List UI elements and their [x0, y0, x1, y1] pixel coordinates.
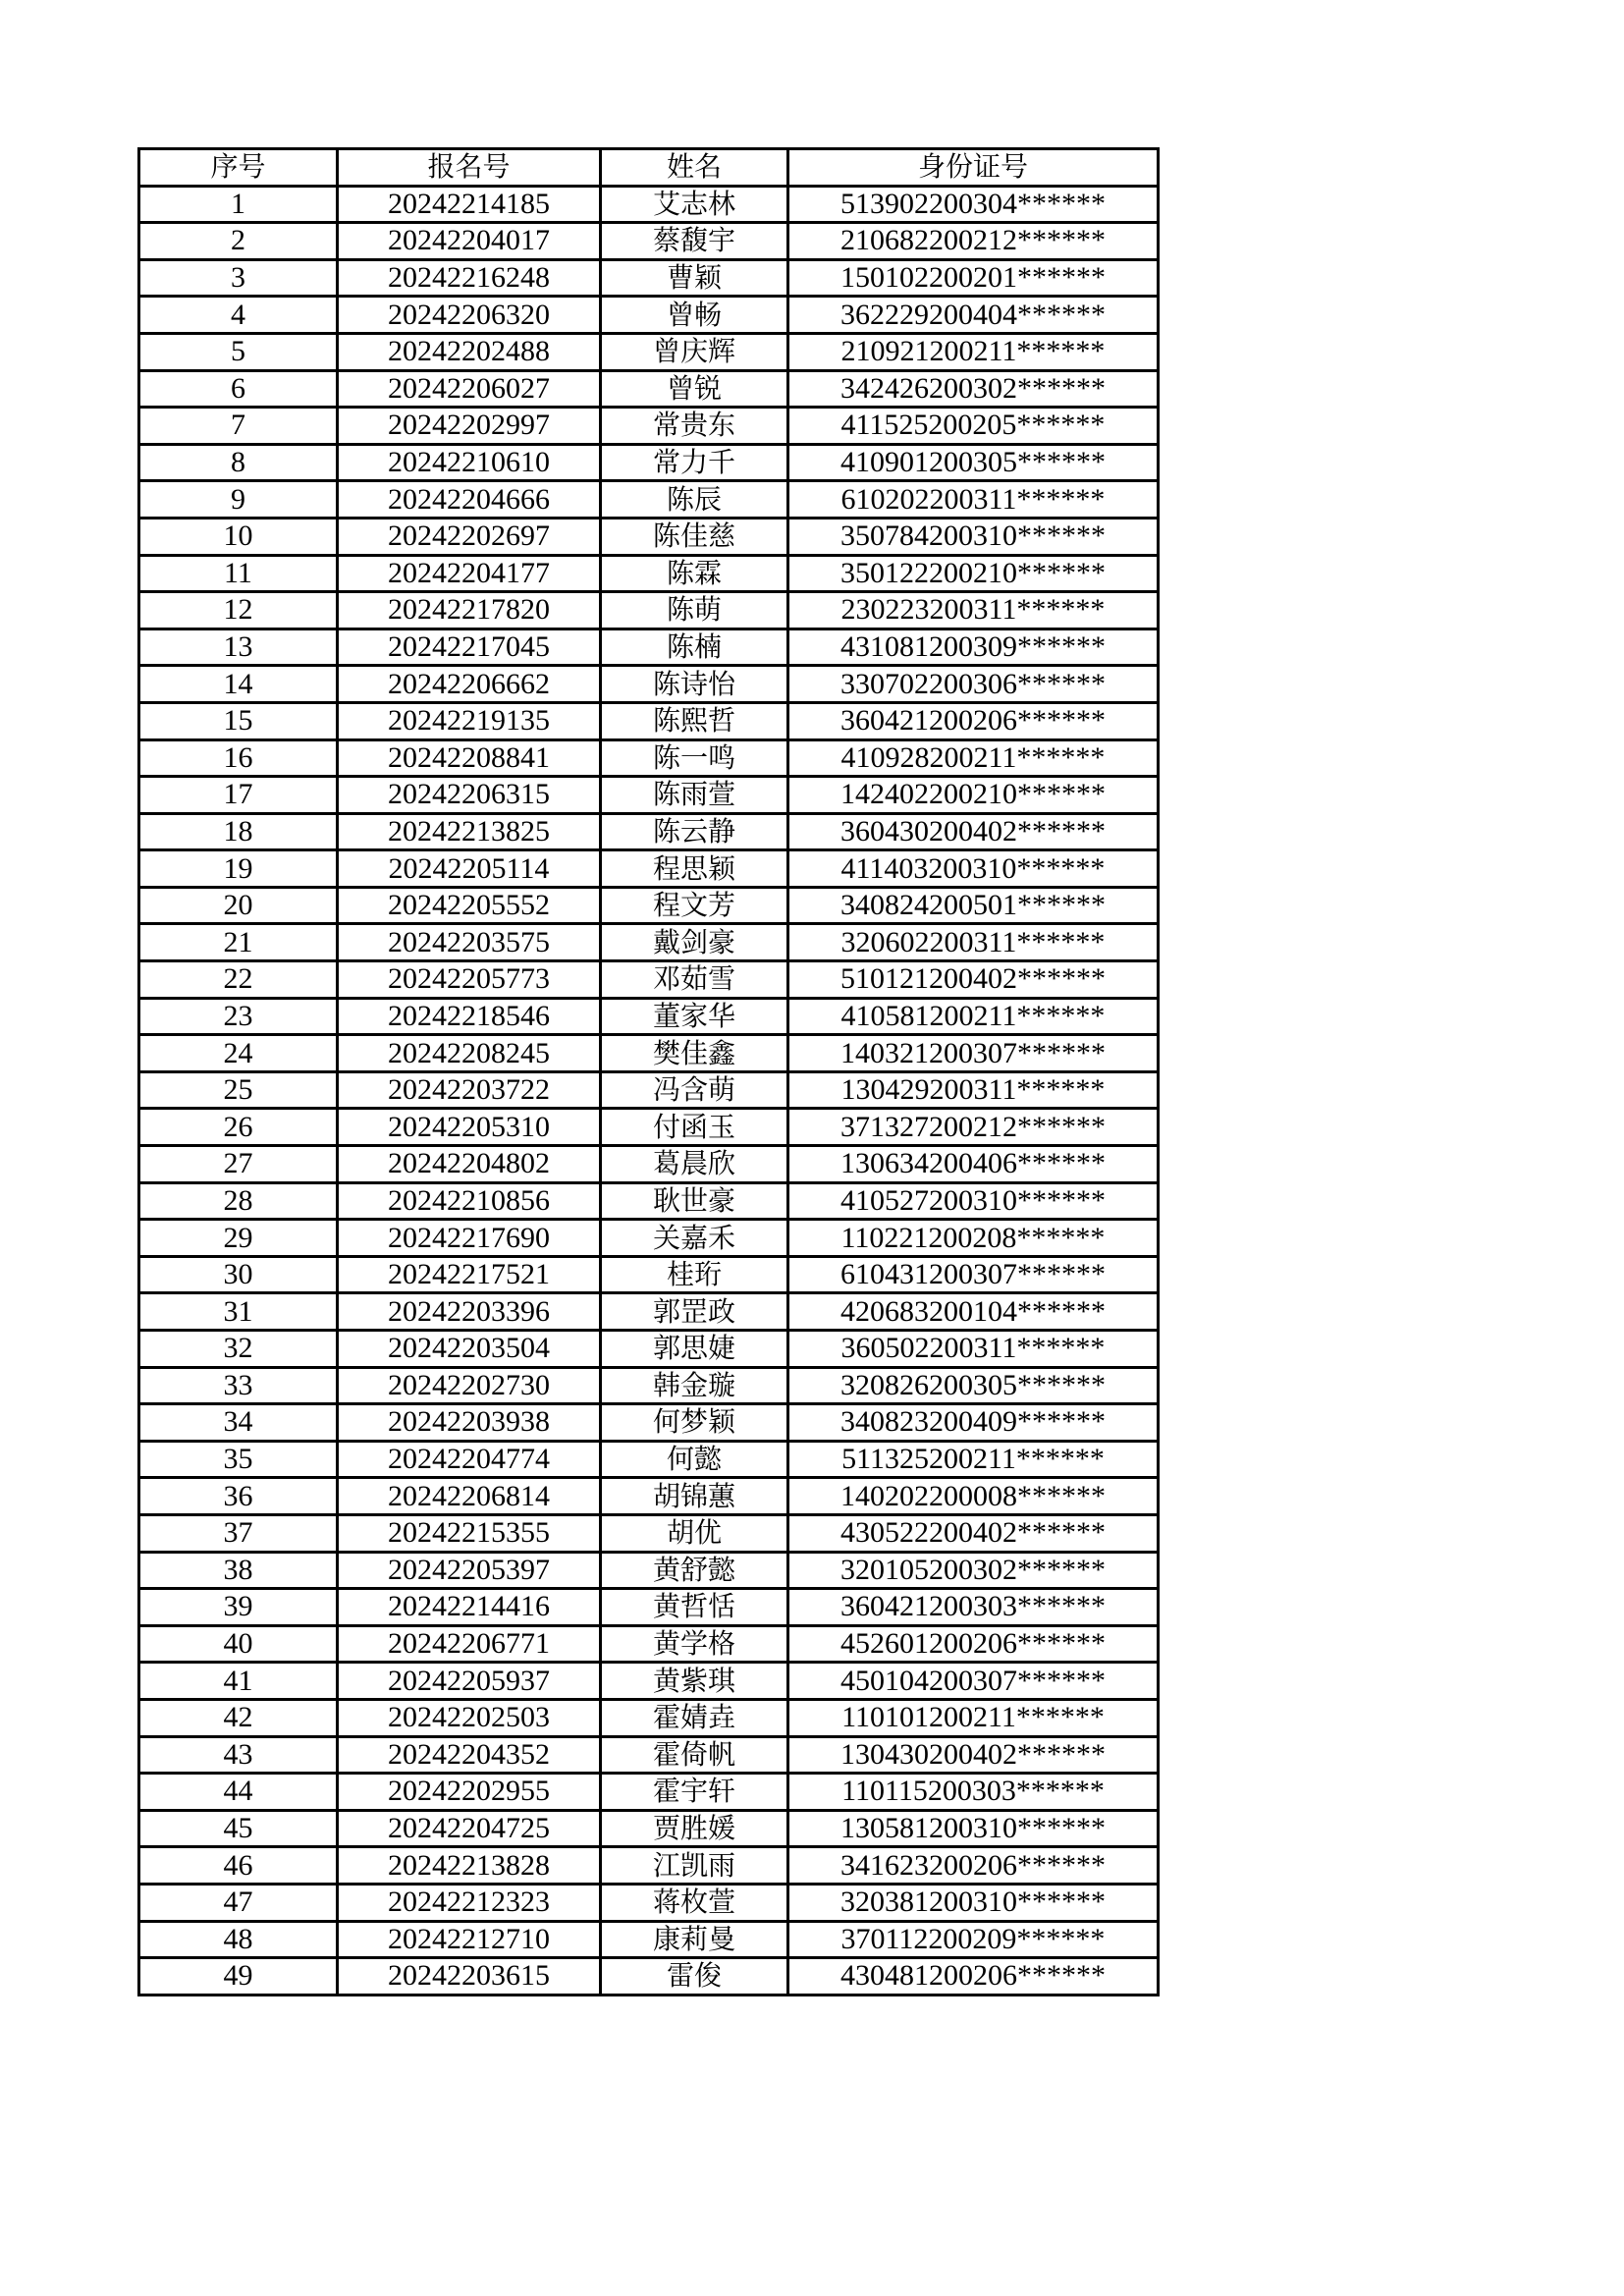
- cell-id-number: 371327200212******: [788, 1109, 1159, 1146]
- table-row: [139, 629, 1159, 666]
- cell-name: 曾畅: [601, 297, 788, 334]
- table-row: [139, 259, 1159, 297]
- cell-index: 31: [139, 1293, 338, 1331]
- cell-registration-no: 20242205773: [338, 961, 601, 999]
- cell-name: 陈熙哲: [601, 702, 788, 739]
- cell-id-number: 340824200501******: [788, 887, 1159, 924]
- cell-id-number: 420683200104******: [788, 1293, 1159, 1331]
- cell-index: 23: [139, 998, 338, 1035]
- cell-id-number: 140202200008******: [788, 1478, 1159, 1515]
- cell-name: 陈楠: [601, 629, 788, 666]
- cell-index: 15: [139, 702, 338, 739]
- cell-name: 陈云静: [601, 813, 788, 850]
- cell-registration-no: 20242202997: [338, 408, 601, 445]
- cell-id-number: 110115200303******: [788, 1774, 1159, 1811]
- table-row: [139, 1589, 1159, 1626]
- cell-registration-no: 20242212323: [338, 1884, 601, 1921]
- table-row: [139, 370, 1159, 408]
- cell-registration-no: 20242205397: [338, 1552, 601, 1589]
- cell-id-number: 360430200402******: [788, 813, 1159, 850]
- cell-registration-no: 20242216248: [338, 259, 601, 297]
- cell-registration-no: 20242203575: [338, 924, 601, 961]
- cell-id-number: 330702200306******: [788, 666, 1159, 703]
- cell-index: 46: [139, 1847, 338, 1885]
- table-row: [139, 850, 1159, 888]
- cell-id-number: 210682200212******: [788, 223, 1159, 260]
- cell-id-number: 362229200404******: [788, 297, 1159, 334]
- cell-id-number: 342426200302******: [788, 370, 1159, 408]
- cell-registration-no: 20242213828: [338, 1847, 601, 1885]
- cell-name: 霍婧垚: [601, 1699, 788, 1736]
- cell-name: 常贵东: [601, 408, 788, 445]
- header-id-number: 身份证号: [788, 149, 1159, 187]
- cell-registration-no: 20242205552: [338, 887, 601, 924]
- cell-index: 26: [139, 1109, 338, 1146]
- cell-name: 冯含萌: [601, 1071, 788, 1109]
- cell-index: 4: [139, 297, 338, 334]
- table-row: [139, 1146, 1159, 1183]
- cell-id-number: 610202200311******: [788, 481, 1159, 519]
- table-row: [139, 1071, 1159, 1109]
- cell-index: 40: [139, 1625, 338, 1663]
- cell-index: 10: [139, 518, 338, 555]
- cell-id-number: 110221200208******: [788, 1220, 1159, 1257]
- table-row: [139, 1884, 1159, 1921]
- cell-index: 41: [139, 1663, 338, 1700]
- cell-index: 47: [139, 1884, 338, 1921]
- cell-index: 29: [139, 1220, 338, 1257]
- cell-index: 36: [139, 1478, 338, 1515]
- cell-id-number: 130634200406******: [788, 1146, 1159, 1183]
- table-body: [139, 186, 1159, 1995]
- cell-index: 24: [139, 1035, 338, 1072]
- cell-registration-no: 20242202488: [338, 333, 601, 370]
- header-index: 序号: [139, 149, 338, 187]
- cell-id-number: 610431200307******: [788, 1256, 1159, 1293]
- table-row: [139, 1367, 1159, 1404]
- cell-index: 34: [139, 1404, 338, 1442]
- cell-registration-no: 20242203396: [338, 1293, 601, 1331]
- cell-name: 郭罡政: [601, 1293, 788, 1331]
- cell-index: 20: [139, 887, 338, 924]
- cell-id-number: 130430200402******: [788, 1736, 1159, 1774]
- cell-index: 18: [139, 813, 338, 850]
- cell-id-number: 142402200210******: [788, 777, 1159, 814]
- cell-registration-no: 20242204802: [338, 1146, 601, 1183]
- cell-registration-no: 20242206771: [338, 1625, 601, 1663]
- cell-id-number: 411403200310******: [788, 850, 1159, 888]
- cell-name: 程文芳: [601, 887, 788, 924]
- cell-id-number: 150102200201******: [788, 259, 1159, 297]
- table-row: [139, 223, 1159, 260]
- cell-id-number: 130429200311******: [788, 1071, 1159, 1109]
- table-row: [139, 666, 1159, 703]
- cell-name: 关嘉禾: [601, 1220, 788, 1257]
- table-row: [139, 961, 1159, 999]
- cell-name: 桂珩: [601, 1256, 788, 1293]
- cell-index: 28: [139, 1182, 338, 1220]
- cell-index: 6: [139, 370, 338, 408]
- cell-registration-no: 20242217045: [338, 629, 601, 666]
- cell-registration-no: 20242214185: [338, 186, 601, 223]
- cell-index: 11: [139, 555, 338, 592]
- cell-id-number: 230223200311******: [788, 592, 1159, 629]
- cell-id-number: 350122200210******: [788, 555, 1159, 592]
- cell-index: 42: [139, 1699, 338, 1736]
- table-row: [139, 1921, 1159, 1958]
- table-row: [139, 1699, 1159, 1736]
- cell-id-number: 320826200305******: [788, 1367, 1159, 1404]
- table-row: [139, 998, 1159, 1035]
- cell-index: 16: [139, 739, 338, 777]
- cell-id-number: 450104200307******: [788, 1663, 1159, 1700]
- cell-id-number: 410581200211******: [788, 998, 1159, 1035]
- cell-id-number: 360421200303******: [788, 1589, 1159, 1626]
- table-row: [139, 444, 1159, 481]
- cell-registration-no: 20242210856: [338, 1182, 601, 1220]
- table-row: [139, 1293, 1159, 1331]
- table-row: [139, 1220, 1159, 1257]
- cell-index: 45: [139, 1810, 338, 1847]
- cell-index: 48: [139, 1921, 338, 1958]
- cell-registration-no: 20242205310: [338, 1109, 601, 1146]
- cell-name: 戴剑豪: [601, 924, 788, 961]
- cell-name: 付函玉: [601, 1109, 788, 1146]
- cell-id-number: 430481200206******: [788, 1958, 1159, 1995]
- cell-registration-no: 20242206320: [338, 297, 601, 334]
- table-row: [139, 1441, 1159, 1478]
- cell-name: 蒋枚萱: [601, 1884, 788, 1921]
- cell-name: 韩金璇: [601, 1367, 788, 1404]
- cell-name: 黄舒懿: [601, 1552, 788, 1589]
- cell-registration-no: 20242202730: [338, 1367, 601, 1404]
- table-row: [139, 887, 1159, 924]
- cell-index: 27: [139, 1146, 338, 1183]
- cell-registration-no: 20242217820: [338, 592, 601, 629]
- cell-index: 32: [139, 1331, 338, 1368]
- cell-index: 30: [139, 1256, 338, 1293]
- table-row: [139, 592, 1159, 629]
- cell-registration-no: 20242205937: [338, 1663, 601, 1700]
- cell-registration-no: 20242212710: [338, 1921, 601, 1958]
- cell-name: 樊佳鑫: [601, 1035, 788, 1072]
- cell-name: 何懿: [601, 1441, 788, 1478]
- cell-name: 陈萌: [601, 592, 788, 629]
- candidate-table: [137, 147, 1160, 1996]
- table-row: [139, 1514, 1159, 1552]
- cell-index: 14: [139, 666, 338, 703]
- cell-index: 1: [139, 186, 338, 223]
- table-row: [139, 1331, 1159, 1368]
- cell-name: 陈辰: [601, 481, 788, 519]
- cell-id-number: 320381200310******: [788, 1884, 1159, 1921]
- cell-id-number: 370112200209******: [788, 1921, 1159, 1958]
- cell-index: 13: [139, 629, 338, 666]
- cell-index: 49: [139, 1958, 338, 1995]
- table-row: [139, 924, 1159, 961]
- table-row: [139, 739, 1159, 777]
- cell-id-number: 511325200211******: [788, 1441, 1159, 1478]
- cell-id-number: 340823200409******: [788, 1404, 1159, 1442]
- cell-id-number: 430522200402******: [788, 1514, 1159, 1552]
- cell-registration-no: 20242206315: [338, 777, 601, 814]
- cell-id-number: 513902200304******: [788, 186, 1159, 223]
- table-row: [139, 186, 1159, 223]
- cell-registration-no: 20242213825: [338, 813, 601, 850]
- cell-index: 43: [139, 1736, 338, 1774]
- cell-registration-no: 20242203722: [338, 1071, 601, 1109]
- cell-name: 贾胜媛: [601, 1810, 788, 1847]
- cell-registration-no: 20242203938: [338, 1404, 601, 1442]
- cell-index: 7: [139, 408, 338, 445]
- cell-registration-no: 20242206027: [338, 370, 601, 408]
- cell-id-number: 431081200309******: [788, 629, 1159, 666]
- cell-name: 程思颖: [601, 850, 788, 888]
- table-row: [139, 1625, 1159, 1663]
- cell-name: 邓茹雪: [601, 961, 788, 999]
- cell-name: 常力千: [601, 444, 788, 481]
- cell-name: 陈诗怡: [601, 666, 788, 703]
- cell-name: 曹颖: [601, 259, 788, 297]
- table-row: [139, 1774, 1159, 1811]
- table-row: [139, 555, 1159, 592]
- cell-name: 雷俊: [601, 1958, 788, 1995]
- cell-registration-no: 20242214416: [338, 1589, 601, 1626]
- table-row: [139, 1182, 1159, 1220]
- cell-index: 37: [139, 1514, 338, 1552]
- table-row: [139, 333, 1159, 370]
- cell-index: 44: [139, 1774, 338, 1811]
- cell-name: 曾庆辉: [601, 333, 788, 370]
- table-row: [139, 813, 1159, 850]
- cell-registration-no: 20242204017: [338, 223, 601, 260]
- table-row: [139, 1736, 1159, 1774]
- cell-name: 陈雨萱: [601, 777, 788, 814]
- cell-registration-no: 20242204352: [338, 1736, 601, 1774]
- table-row: [139, 297, 1159, 334]
- cell-name: 耿世豪: [601, 1182, 788, 1220]
- cell-index: 21: [139, 924, 338, 961]
- cell-id-number: 452601200206******: [788, 1625, 1159, 1663]
- table-row: [139, 481, 1159, 519]
- cell-id-number: 410527200310******: [788, 1182, 1159, 1220]
- cell-registration-no: 20242202955: [338, 1774, 601, 1811]
- cell-index: 25: [139, 1071, 338, 1109]
- cell-index: 38: [139, 1552, 338, 1589]
- table-row: [139, 1810, 1159, 1847]
- table-row: [139, 1478, 1159, 1515]
- cell-index: 33: [139, 1367, 338, 1404]
- cell-name: 董家华: [601, 998, 788, 1035]
- cell-name: 霍宇轩: [601, 1774, 788, 1811]
- cell-registration-no: 20242217690: [338, 1220, 601, 1257]
- cell-id-number: 410901200305******: [788, 444, 1159, 481]
- cell-id-number: 360502200311******: [788, 1331, 1159, 1368]
- cell-index: 22: [139, 961, 338, 999]
- cell-id-number: 510121200402******: [788, 961, 1159, 999]
- cell-name: 霍倚帆: [601, 1736, 788, 1774]
- cell-name: 葛晨欣: [601, 1146, 788, 1183]
- cell-id-number: 320602200311******: [788, 924, 1159, 961]
- cell-index: 19: [139, 850, 338, 888]
- table-row: [139, 1035, 1159, 1072]
- cell-registration-no: 20242203615: [338, 1958, 601, 1995]
- cell-registration-no: 20242206662: [338, 666, 601, 703]
- table-row: [139, 777, 1159, 814]
- table-row: [139, 1847, 1159, 1885]
- cell-name: 蔡馥宇: [601, 223, 788, 260]
- header-name: 姓名: [601, 149, 788, 187]
- cell-id-number: 210921200211******: [788, 333, 1159, 370]
- cell-index: 2: [139, 223, 338, 260]
- cell-index: 5: [139, 333, 338, 370]
- table-row: [139, 1958, 1159, 1995]
- table-row: [139, 1552, 1159, 1589]
- cell-name: 胡锦蕙: [601, 1478, 788, 1515]
- cell-index: 12: [139, 592, 338, 629]
- cell-registration-no: 20242202697: [338, 518, 601, 555]
- cell-name: 陈佳慈: [601, 518, 788, 555]
- cell-name: 黄哲恬: [601, 1589, 788, 1626]
- cell-registration-no: 20242215355: [338, 1514, 601, 1552]
- cell-id-number: 411525200205******: [788, 408, 1159, 445]
- table-row: [139, 702, 1159, 739]
- cell-registration-no: 20242218546: [338, 998, 601, 1035]
- cell-id-number: 410928200211******: [788, 739, 1159, 777]
- cell-id-number: 140321200307******: [788, 1035, 1159, 1072]
- table-row: [139, 1109, 1159, 1146]
- cell-registration-no: 20242208245: [338, 1035, 601, 1072]
- table-row: [139, 518, 1159, 555]
- cell-index: 3: [139, 259, 338, 297]
- cell-name: 江凯雨: [601, 1847, 788, 1885]
- cell-registration-no: 20242208841: [338, 739, 601, 777]
- cell-registration-no: 20242204177: [338, 555, 601, 592]
- cell-name: 胡优: [601, 1514, 788, 1552]
- table-row: [139, 1256, 1159, 1293]
- cell-index: 39: [139, 1589, 338, 1626]
- cell-id-number: 350784200310******: [788, 518, 1159, 555]
- cell-index: 8: [139, 444, 338, 481]
- cell-registration-no: 20242202503: [338, 1699, 601, 1736]
- cell-registration-no: 20242204725: [338, 1810, 601, 1847]
- cell-id-number: 110101200211******: [788, 1699, 1159, 1736]
- cell-index: 35: [139, 1441, 338, 1478]
- cell-name: 何梦颖: [601, 1404, 788, 1442]
- table-row: [139, 1404, 1159, 1442]
- cell-registration-no: 20242204666: [338, 481, 601, 519]
- cell-index: 9: [139, 481, 338, 519]
- cell-id-number: 360421200206******: [788, 702, 1159, 739]
- cell-id-number: 130581200310******: [788, 1810, 1159, 1847]
- cell-id-number: 341623200206******: [788, 1847, 1159, 1885]
- header-registration-no: 报名号: [338, 149, 601, 187]
- cell-registration-no: 20242206814: [338, 1478, 601, 1515]
- cell-name: 艾志林: [601, 186, 788, 223]
- cell-registration-no: 20242217521: [338, 1256, 601, 1293]
- cell-registration-no: 20242210610: [338, 444, 601, 481]
- cell-name: 郭思婕: [601, 1331, 788, 1368]
- cell-registration-no: 20242203504: [338, 1331, 601, 1368]
- cell-name: 陈霖: [601, 555, 788, 592]
- cell-name: 黄学格: [601, 1625, 788, 1663]
- cell-registration-no: 20242204774: [338, 1441, 601, 1478]
- cell-name: 曾锐: [601, 370, 788, 408]
- cell-registration-no: 20242219135: [338, 702, 601, 739]
- cell-id-number: 320105200302******: [788, 1552, 1159, 1589]
- cell-registration-no: 20242205114: [338, 850, 601, 888]
- header-row: [139, 149, 1159, 187]
- cell-name: 陈一鸣: [601, 739, 788, 777]
- table-row: [139, 1663, 1159, 1700]
- cell-name: 康莉曼: [601, 1921, 788, 1958]
- cell-name: 黄紫琪: [601, 1663, 788, 1700]
- cell-index: 17: [139, 777, 338, 814]
- table-row: [139, 408, 1159, 445]
